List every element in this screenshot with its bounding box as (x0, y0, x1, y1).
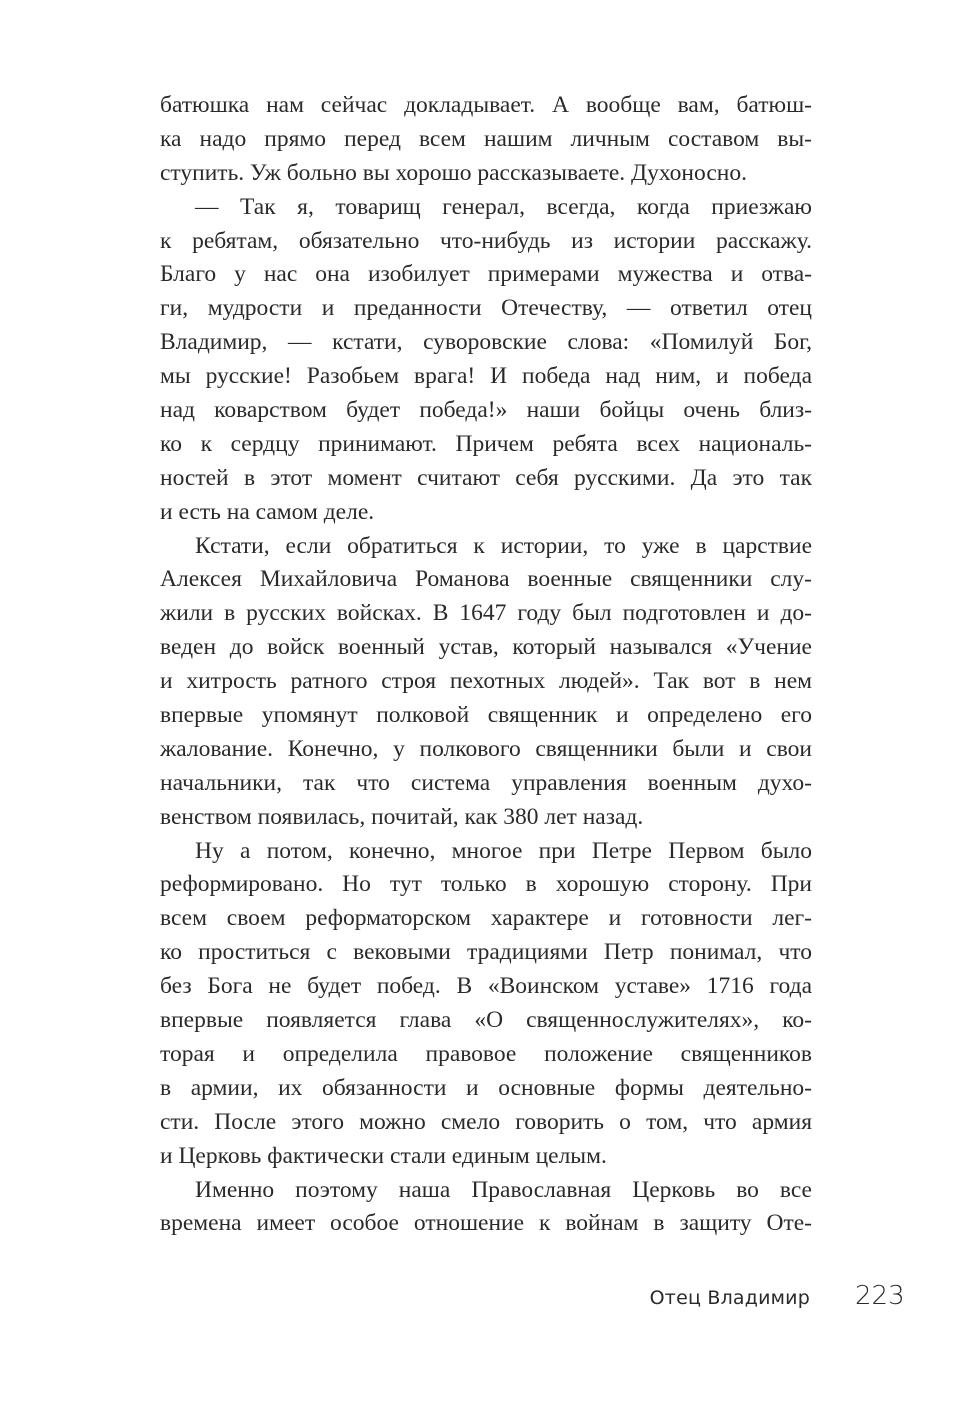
text-line: и Церковь фактически стали единым целым. (160, 1142, 607, 1169)
text-line: сти. После этого можно смело говорить о том, что армия (160, 1108, 812, 1135)
page-number: 223 (855, 1281, 905, 1311)
text-line: реформировано. Но тут только в хорошую сторону. При (160, 871, 812, 898)
text-line: ка надо прямо перед всем нашим личным составом вы- (160, 125, 812, 152)
text-line: времена имеет особое отношение к войнам в защиту Оте- (160, 1210, 812, 1237)
text-line: и хитрость ратного строя пехотных людей». Так вот в нем (160, 668, 812, 695)
text-line: всем своем реформаторском характере и готовности лег- (160, 905, 812, 932)
text-line: ко проститься с вековыми традициями Петр понимал, что (160, 939, 812, 966)
text-line: впервые появляется глава «О священнослужителях», ко- (160, 1007, 812, 1034)
page-footer (0, 1281, 970, 1321)
text-line: и есть на самом деле. (160, 498, 375, 525)
text-line: Алексея Михайловича Романова военные священники слу- (160, 566, 812, 593)
text-line: впервые упомянут полковой священник и определено его (160, 702, 812, 729)
text-line: в армии, их обязанности и основные формы деятельно- (160, 1074, 812, 1101)
text-line: — Так я, товарищ генерал, всегда, когда приезжаю (195, 193, 812, 220)
text-line: Именно поэтому наша Православная Церковь во все (195, 1176, 812, 1203)
text-line: ступить. Уж больно вы хорошо рассказываете. Духоносно. (160, 159, 747, 186)
text-line: венством появилась, почитай, как 380 лет назад. (160, 803, 644, 830)
text-line: жалование. Конечно, у полкового священники были и свои (160, 735, 812, 762)
text-line: жили в русских войсках. В 1647 году был подготовлен и до- (160, 600, 812, 627)
text-line: батюшка нам сейчас докладывает. А вообще вам, батюш- (160, 92, 812, 118)
text-line: ги, мудрости и преданности Отечеству, — ответил отец (160, 295, 812, 322)
running-head: Отец Владимир (649, 1287, 810, 1309)
text-line: мы русские! Разобьем врага! И победа над ним, и победа (160, 363, 812, 390)
text-line: Кстати, если обратиться к истории, то уже в царствие (195, 532, 812, 559)
text-line: Благо у нас она изобилует примерами мужества и отва- (160, 261, 812, 288)
text-line: торая и определила правовое положение священников (160, 1040, 812, 1067)
text-line: ностей в этот момент считают себя русскими. Да это так (160, 464, 812, 491)
text-line: ко к сердцу принимают. Причем ребята всех националь- (160, 430, 812, 457)
body-text (160, 89, 812, 1241)
text-line: начальники, так что система управления военным духо- (160, 769, 812, 796)
text-line: над коварством будет победа!» наши бойцы очень близ- (160, 397, 812, 424)
text-line: к ребятам, обязательно что-нибудь из истории расскажу. (160, 227, 812, 254)
text-line: Ну а потом, конечно, многое при Петре Первом было (195, 837, 812, 864)
text-line: Владимир, — кстати, суворовские слова: «Помилуй Бог, (160, 329, 812, 356)
text-line: без Бога не будет побед. В «Воинском уставе» 1716 года (160, 973, 812, 1000)
text-line: веден до войск военный устав, который назывался «Учение (160, 634, 812, 661)
